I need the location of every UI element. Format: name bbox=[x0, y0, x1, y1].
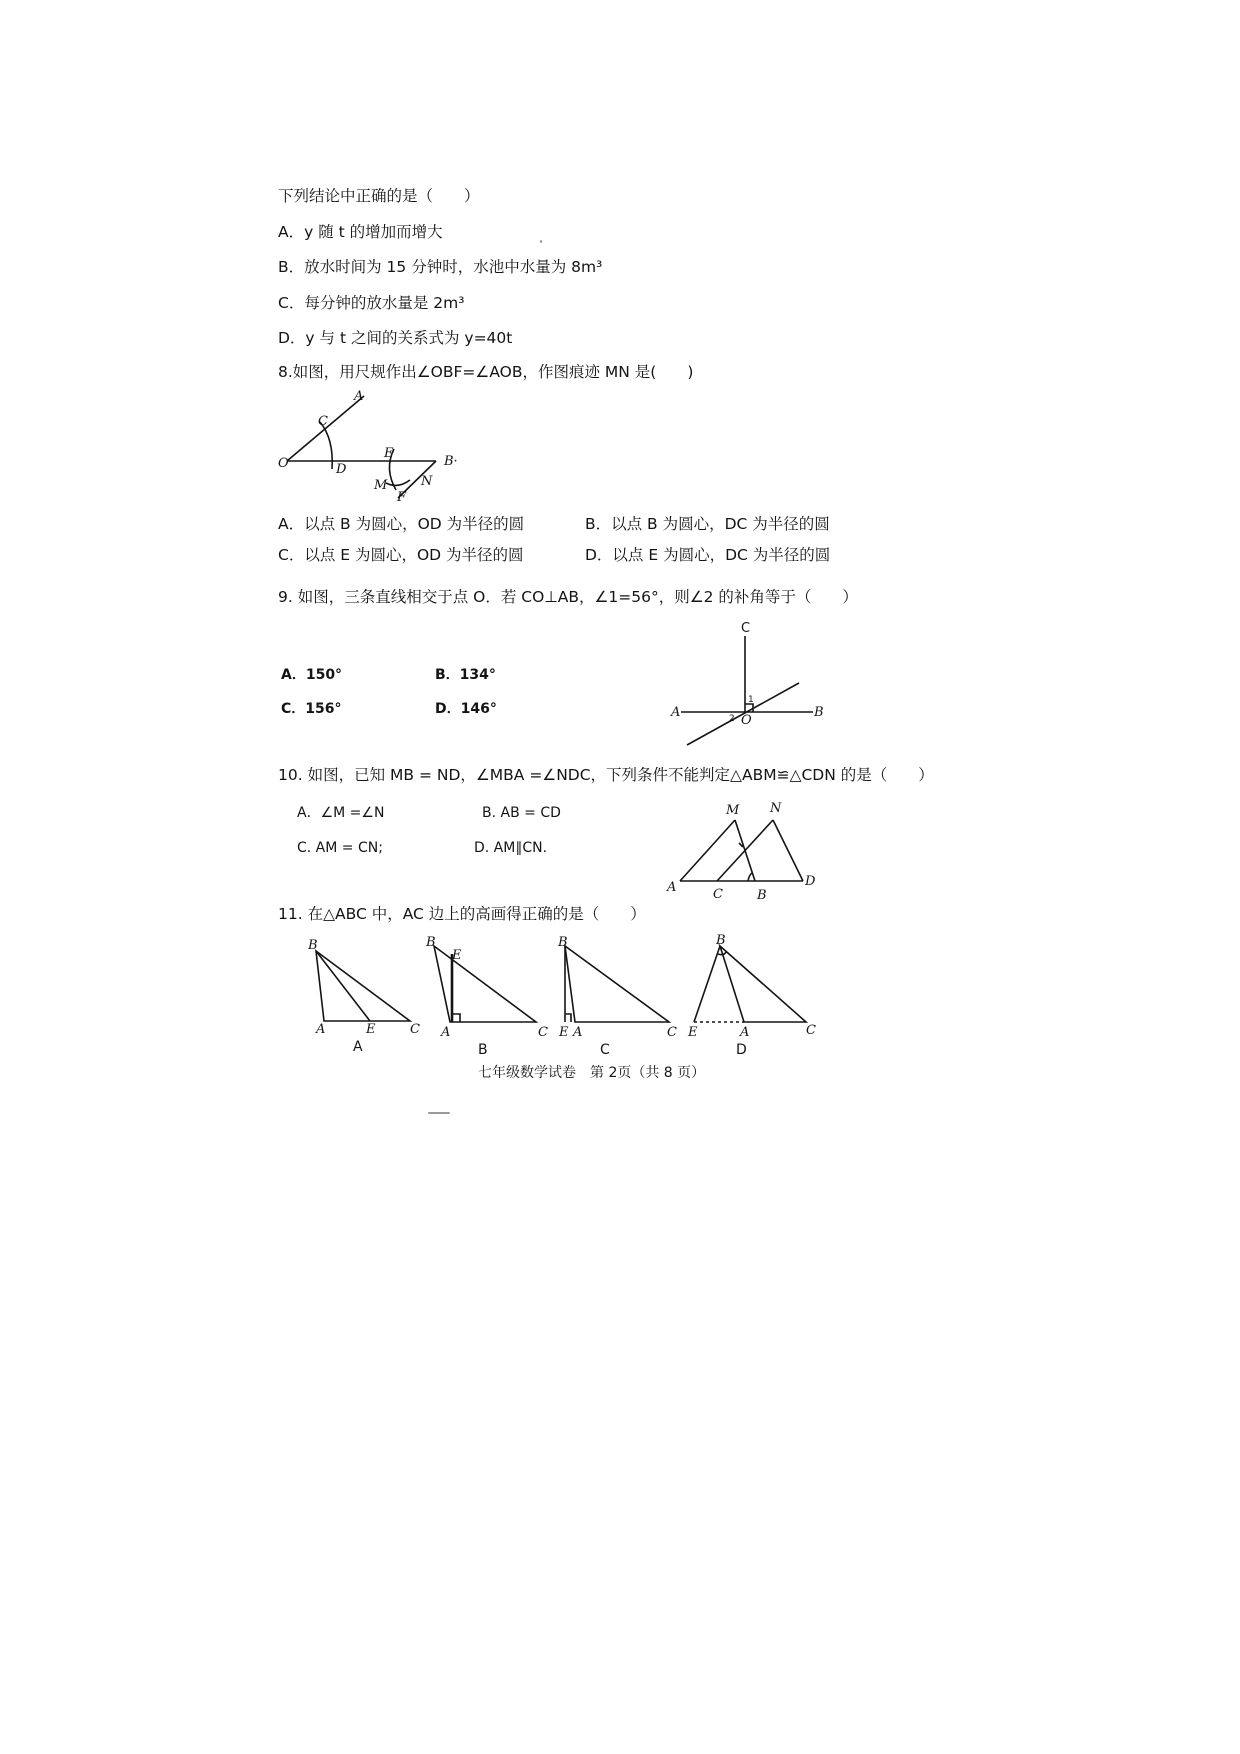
q10-label-c: C bbox=[713, 887, 723, 902]
q9-option-c: C．156° bbox=[281, 701, 342, 717]
q9-angle-2: 2 bbox=[729, 714, 735, 724]
q11-d-label-e: E bbox=[688, 1025, 698, 1040]
q11-stem: 11. 在△ABC 中，AC 边上的高画得正确的是（ ） bbox=[278, 905, 646, 923]
q9-angle-1: 1 bbox=[748, 695, 754, 705]
q9-stem: 9. 如图，三条直线相交于点 O．若 CO⊥AB，∠1=56°，则∠2 的补角等于（ ） bbox=[278, 588, 858, 606]
q11-c-label-b: B bbox=[558, 935, 568, 950]
q11-a-label-c: C bbox=[410, 1022, 420, 1037]
q8-label-f: F bbox=[397, 490, 407, 505]
q9-label-o: O bbox=[741, 713, 752, 728]
q11-caption-a: A bbox=[353, 1039, 363, 1055]
q10-stem: 10. 如图，已知 MB = ND，∠MBA =∠NDC，下列条件不能判定△ABM≌△CDN 的是（ ） bbox=[278, 766, 934, 784]
q10-label-b: B bbox=[757, 888, 767, 903]
q11-b-label-e: E bbox=[452, 948, 462, 963]
page-footer: 七年级数学试卷 第 2页（共 8 页） bbox=[478, 1065, 706, 1081]
q8-option-c: C．以点 E 为圆心，OD 为半径的圆 bbox=[278, 546, 524, 564]
q10-label-a: A bbox=[667, 880, 677, 895]
q11-d-side-be bbox=[694, 946, 720, 1022]
q11-caption-b: B bbox=[478, 1042, 488, 1058]
q8-option-b: B．以点 B 为圆心，DC 为半径的圆 bbox=[585, 515, 830, 533]
q8-stem: 8.如图，用尺规作出∠OBF=∠AOB，作图痕迹 MN 是( ) bbox=[278, 363, 694, 381]
q9-label-a: A bbox=[671, 705, 681, 720]
q11-b-label-b: B bbox=[426, 935, 436, 950]
q7-stem: 下列结论中正确的是（ ） bbox=[278, 187, 480, 205]
q11-d-label-b: B bbox=[716, 933, 726, 948]
q10-label-m: M bbox=[726, 803, 740, 818]
q9-label-c: C bbox=[741, 621, 751, 636]
q10-option-c: C. AM = CN; bbox=[297, 840, 383, 856]
q8-label-a: A bbox=[354, 389, 364, 404]
q11-d-label-a: A bbox=[740, 1025, 750, 1040]
q11-figure-a bbox=[300, 935, 430, 1037]
scan-speck bbox=[540, 240, 542, 243]
q11-b-label-c: C bbox=[538, 1025, 548, 1040]
q11-caption-c: C bbox=[600, 1042, 610, 1058]
q10-label-d: D bbox=[805, 874, 816, 889]
q8-label-c: C bbox=[318, 414, 328, 429]
q9-figure bbox=[665, 620, 825, 750]
q11-c-label-e: E bbox=[559, 1025, 569, 1040]
q7-option-d: D．y 与 t 之间的关系式为 y=40t bbox=[278, 329, 513, 347]
q8-label-b: B· bbox=[444, 454, 458, 469]
q11-c-right-angle bbox=[565, 1014, 571, 1022]
q9-option-d: D．146° bbox=[435, 701, 497, 717]
q7-option-a: A．y 随 t 的增加而增大 bbox=[278, 223, 443, 241]
q10-option-d: D. AM∥CN. bbox=[474, 840, 548, 856]
q8-label-d: D bbox=[336, 462, 347, 477]
q9-label-b: B bbox=[814, 705, 824, 720]
q10-side-nd bbox=[773, 820, 803, 881]
q7-option-b: B．放水时间为 15 分钟时，水池中水量为 8m³ bbox=[278, 258, 603, 276]
q11-a-triangle bbox=[316, 951, 410, 1021]
q10-angle-b bbox=[748, 873, 752, 881]
q9-option-b: B．134° bbox=[435, 667, 496, 683]
q7-option-c: C．每分钟的放水量是 2m³ bbox=[278, 294, 465, 312]
q8-label-n: N bbox=[421, 474, 433, 489]
q8-figure bbox=[270, 385, 480, 510]
q11-d-label-c: C bbox=[806, 1023, 816, 1038]
q8-label-m: M bbox=[374, 478, 388, 493]
q8-label-e: E bbox=[384, 446, 394, 461]
q10-label-n: N bbox=[770, 801, 782, 816]
q8-option-d: D．以点 E 为圆心，DC 为半径的圆 bbox=[585, 546, 831, 564]
q11-b-triangle bbox=[434, 946, 536, 1022]
q11-a-label-b: B bbox=[308, 938, 318, 953]
q11-figure-b bbox=[422, 932, 552, 1040]
q10-side-am bbox=[680, 820, 735, 881]
q11-d-triangle bbox=[720, 946, 806, 1022]
q9-option-a: A．150° bbox=[281, 667, 343, 683]
q11-c-label-a: A bbox=[573, 1025, 583, 1040]
q11-figure-d bbox=[684, 932, 824, 1040]
q11-b-label-a: A bbox=[441, 1025, 451, 1040]
q11-c-triangle bbox=[565, 946, 669, 1022]
q10-figure bbox=[655, 795, 830, 905]
q11-a-label-a: A bbox=[316, 1022, 326, 1037]
q11-a-label-e: E bbox=[366, 1022, 376, 1037]
q8-arc-mn bbox=[386, 480, 410, 485]
q10-side-cn bbox=[717, 820, 773, 881]
q8-arc-cd bbox=[320, 422, 332, 469]
q10-option-b: B. AB = CD bbox=[482, 805, 561, 821]
q8-label-o: O bbox=[278, 456, 289, 471]
q10-option-a: A．∠M =∠N bbox=[297, 805, 385, 821]
q8-option-a: A．以点 B 为圆心，OD 为半径的圆 bbox=[278, 515, 525, 533]
scan-speck bbox=[428, 1112, 450, 1114]
q11-figure-c bbox=[553, 932, 683, 1040]
q11-caption-d: D bbox=[736, 1042, 747, 1058]
q11-c-label-c: C bbox=[667, 1025, 677, 1040]
